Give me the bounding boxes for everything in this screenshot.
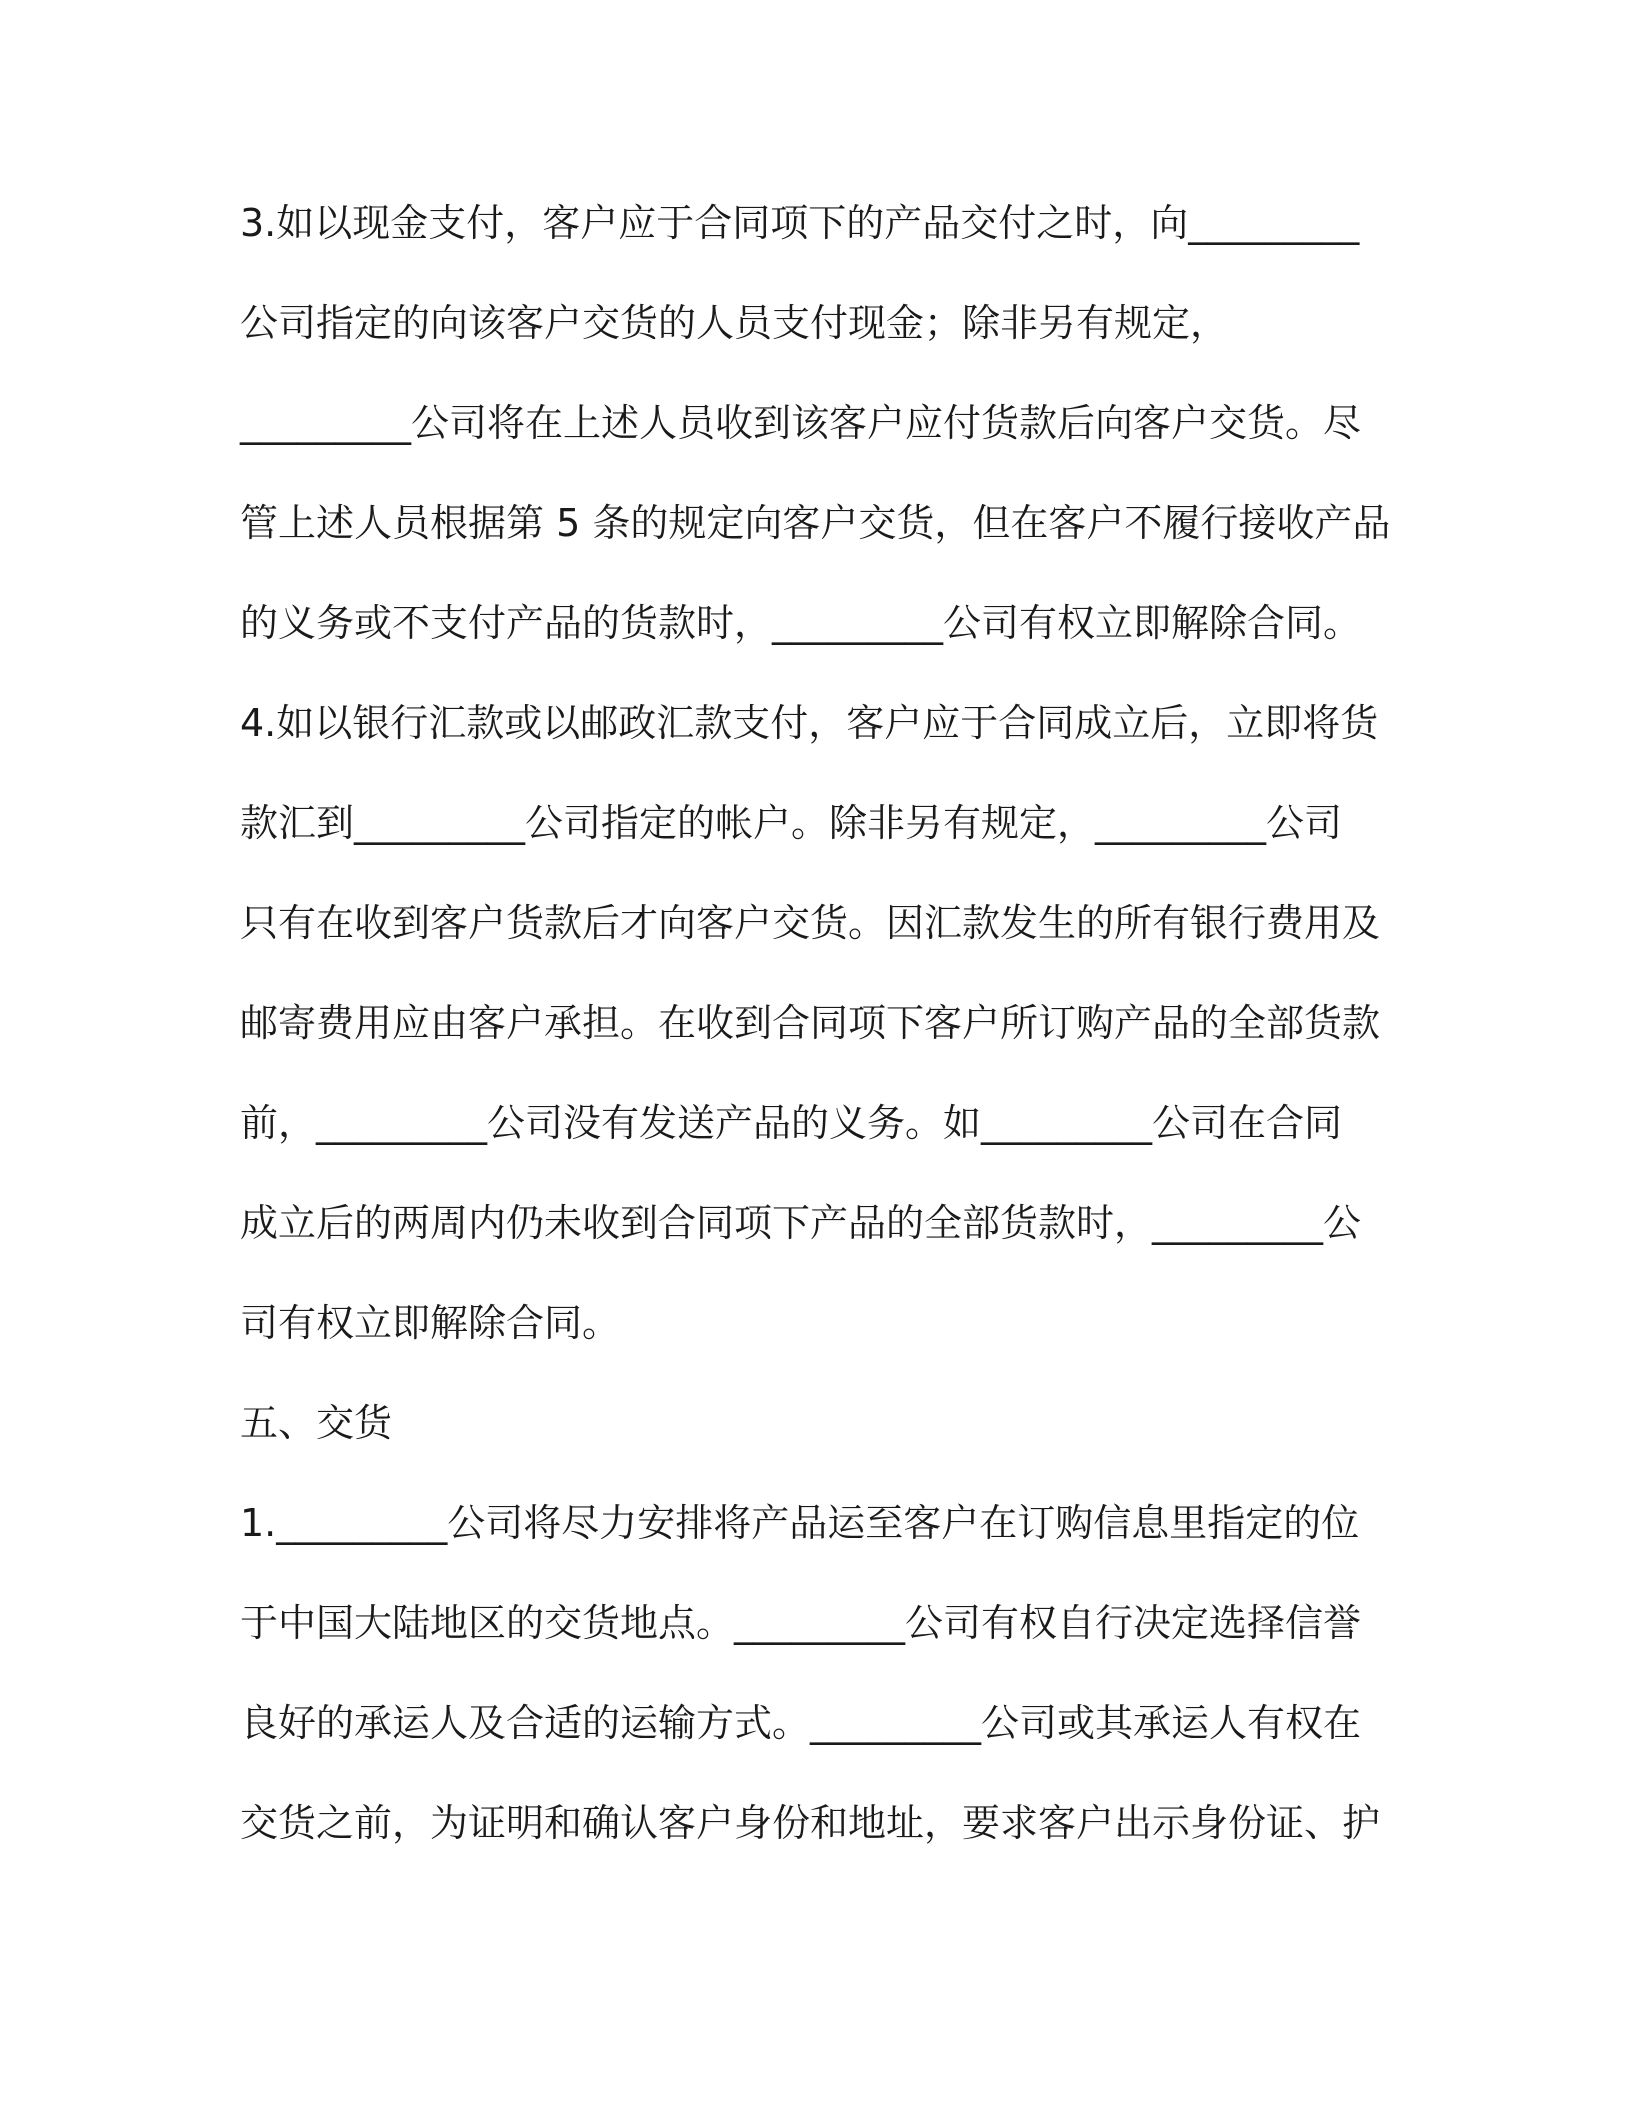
text-line: 款汇到_________公司指定的帐户。除非另有规定，_________公司 [240,801,1343,845]
text-line: 3.如以现金支付，客户应于合同项下的产品交付之时，向_________ [240,201,1360,245]
text-line: 良好的承运人及合适的运输方式。_________公司或其承运人有权在 [240,1701,1362,1745]
text-line: 公司指定的向该客户交货的人员支付现金；除非另有规定， [240,301,1229,345]
text-line: 4.如以银行汇款或以邮政汇款支付，客户应于合同成立后，立即将货 [240,701,1379,745]
text-line: 邮寄费用应由客户承担。在收到合同项下客户所订购产品的全部货款 [240,1001,1381,1045]
text-line: 1._________公司将尽力安排将产品运至客户在订购信息里指定的位 [240,1501,1360,1545]
text-line: 的义务或不支付产品的货款时，_________公司有权立即解除合同。 [240,601,1362,645]
text-line: 只有在收到客户货款后才向客户交货。因汇款发生的所有银行费用及 [240,901,1381,945]
text-line: 司有权立即解除合同。 [240,1301,621,1345]
section-heading: 五、交货 [240,1401,393,1445]
text-line: 管上述人员根据第 5 条的规定向客户交货，但在客户不履行接收产品 [240,501,1391,545]
text-line: 成立后的两周内仍未收到合同项下产品的全部货款时，_________公 [240,1201,1362,1245]
text-line: 于中国大陆地区的交货地点。_________公司有权自行决定选择信誉 [240,1601,1362,1645]
text-line: _________公司将在上述人员收到该客户应付货款后向客户交货。尽 [240,401,1362,445]
text-line: 交货之前，为证明和确认客户身份和地址，要求客户出示身份证、护 [240,1801,1381,1845]
text-line: 前，_________公司没有发送产品的义务。如_________公司在合同 [240,1101,1343,1145]
